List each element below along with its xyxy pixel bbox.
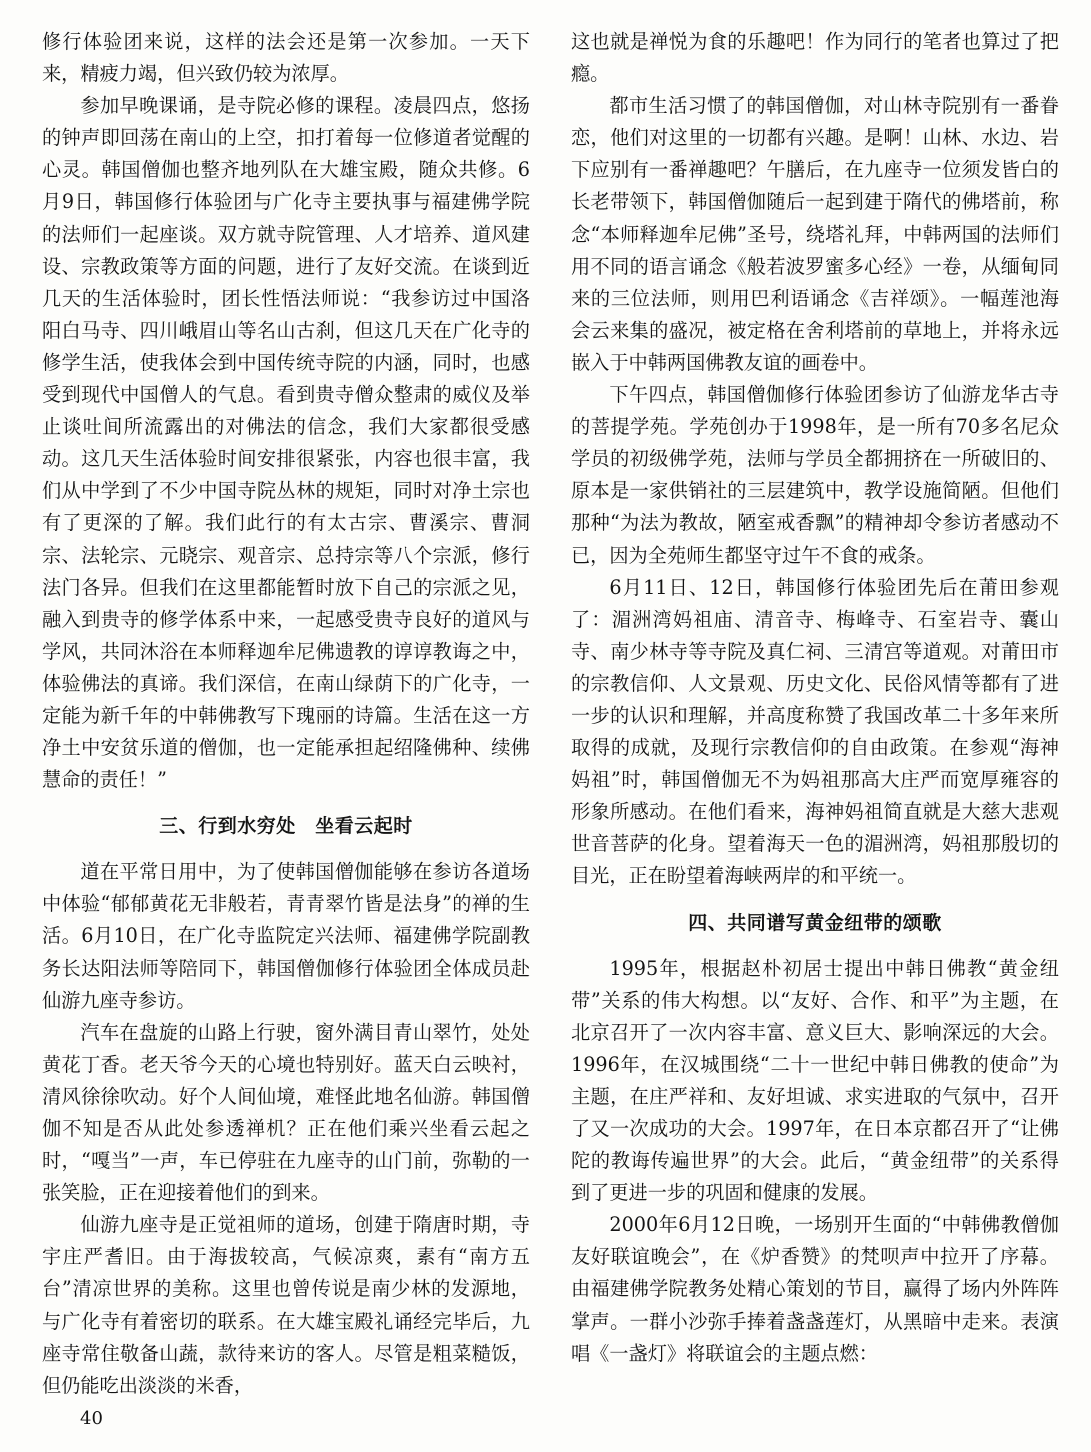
section-heading-4: 四、共同谱写黄金纽带的颂歌 [688, 911, 942, 934]
paragraph-continued: 修行体验团来说，这样的法会还是第一次参加。一天下来，精疲力竭，但兴致仍较为浓厚。 [42, 30, 530, 86]
paragraph-continued: 这也就是禅悦为食的乐趣吧！作为同行的笔者也算过了把瘾。 [571, 30, 1059, 86]
paragraph-jiuzuo-visit: 道在平常日用中，为了使韩国僧伽能够在参访各道场中体验“郁郁黄花无非般若，青青翠竹皆是法身”的禅的生活。6月10日，在广化寺监院定兴法师、福建佛学院副教务长达阳法师等陪同下，韩国僧伽修行体验团全体成员赴仙游九座寺参访。 [42, 860, 530, 1012]
left-column [42, 26, 530, 1402]
right-column [571, 26, 1059, 1370]
paragraph-bodhi-academy: 下午四点，韩国僧伽修行体验团参访了仙游龙华古寺的菩提学苑。学苑创办于1998年，是一所有70多名尼众学员的初级佛学苑，法师与学员全都拥挤在一所破旧的、原本是一家供销社的三层建筑中，教学设施简陋。但他们那种“为法为教故，陋室戒香飘”的精神却令参访者感动不已，因为全苑师生都坚守过午不食的戒条。 [571, 383, 1059, 567]
paragraph-mountain-road: 汽车在盘旋的山路上行驶，窗外满目青山翠竹，处处黄花丁香。老天爷今天的心境也特别好。蓝天白云映衬，清风徐徐吹动。好个人间仙境，难怪此地名仙游。韩国僧伽不知是否从此处参透禅机？正在他们乘兴坐看云起之时，“嘎当”一声，车已停驻在九座寺的山门前，弥勒的一张笑脸，正在迎接着他们的到来。 [42, 1020, 530, 1205]
paragraph-morning-recitation: 参加早晚课诵，是寺院必修的课程。凌晨四点，悠扬的钟声即回荡在南山的上空，扣打着每一位修道者觉醒的心灵。韩国僧伽也整齐地列队在大雄宝殿，随众共修。6月9日，韩国修行体验团与广化寺主要执事与福建佛学院的法师们一起座谈。双方就寺院管理、人才培养、道风建设、宗教政策等方面的问题，进行了友好交流。在谈到近几天的生活体验时，团长性悟法师说：“我参访过中国洛阳白马寺、四川峨眉山等名山古刹，但这几天在广化寺的修学生活，使我体会到中国传统寺院的内涵，同时，也感受到现代中国僧人的气息。看到贵寺僧众整肃的威仪及举止谈吐间所流露出的对佛法的信念，我们大家都很受感动。这几天生活体验时间安排很紧张，内容也很丰富，我们从中学到了不少中国寺院丛林的规矩，同时对净土宗也有了更深的了解。我们此行的有太古宗、曹溪宗、曹洞宗、法轮宗、元晓宗、观音宗、总持宗等八个宗派，修行法门各异。但我们在这里都能暂时放下自己的宗派之见，融入到贵寺的修学体系中来，一起感受贵寺良好的道风与学风，共同沐浴在本师释迦牟尼佛遗教的谆谆教诲之中，体验佛法的真谛。我们深信，在南山绿荫下的广化寺，一定能为新千年的中韩佛教写下瑰丽的诗篇。生活在这一方净土中安贫乐道的僧伽，也一定能承担起绍隆佛种、续佛慧命的责任！” [42, 94, 530, 792]
paragraph-friendship-evening: 2000年6月12日晚，一场别开生面的“中韩佛教僧伽友好联谊晚会”，在《炉香赞》的梵呗声中拉开了序幕。由福建佛学院教务处精心策划的节目，赢得了场内外阵阵掌声。一群小沙弥手捧着盏盏莲灯，从黑暗中走来。表演唱《一盏灯》将联谊会的主题点燃： [571, 1213, 1059, 1365]
paragraph-putian-visit: 6月11日、12日，韩国修行体验团先后在莆田参观了：湄洲湾妈祖庙、清音寺、梅峰寺、石室岩寺、囊山寺、南少林寺等寺院及真仁祠、三清宫等道观。对莆田市的宗教信仰、人文景观、历史文化、民俗风情等都有了进一步的认识和理解，并高度称赞了我国改革二十多年来所取得的成就，及现行宗教信仰的自由政策。在参观“海神妈祖”时，韩国僧伽无不为妈祖那高大庄严而宽厚雍容的形象所感动。在他们看来，海神妈祖简直就是大慈大悲观世音菩萨的化身。望着海天一色的湄洲湾，妈祖那殷切的目光，正在盼望着海峡两岸的和平统一。 [571, 575, 1059, 888]
section-heading-3: 三、行到水穷处 坐看云起时 [159, 815, 413, 838]
paragraph-pagoda: 都市生活习惯了的韩国僧伽，对山林寺院别有一番眷恋，他们对这里的一切都有兴趣。是啊！山林、水边、岩下应别有一番禅趣吧？午膳后，在九座寺一位须发皆白的长老带领下，韩国僧伽随后一起到建于隋代的佛塔前，称念“本师释迦牟尼佛”圣号，绕塔礼拜，中韩两国的法师们用不同的语言诵念《般若波罗蜜多心经》一卷，从缅甸同来的三位法师，则用巴利语诵念《吉祥颂》。一幅莲池海会云来集的盛况，被定格在舍利塔前的草地上，并将永远嵌入于中韩两国佛教友谊的画卷中。 [571, 94, 1059, 374]
paragraph-jiuzuo-temple: 仙游九座寺是正觉祖师的道场，创建于隋唐时期，寺宇庄严耆旧。由于海拔较高，气候凉爽，素有“南方五台”清凉世界的美称。这里也曾传说是南少林的发源地，与广化寺有着密切的联系。在大雄宝殿礼诵经完毕后，九座寺常住敬备山蔬，款待来访的客人。尽管是粗菜糙饭，但仍能吃出淡淡的米香， [42, 1213, 530, 1397]
paragraph-golden-bond: 1995年，根据赵朴初居士提出中韩日佛教“黄金纽带”关系的伟大构想。以“友好、合作、和平”为主题，在北京召开了一次内容丰富、意义巨大、影响深远的大会。1996年，在汉城围绕“二十一世纪中韩日佛教的使命”为主题，在庄严祥和、友好坦诚、求实进取的气氛中，召开了又一次成功的大会。1997年，在日本京都召开了“让佛陀的教诲传遍世界”的大会。此后，“黄金纽带”的关系得到了更进一步的巩固和健康的发展。 [571, 956, 1059, 1205]
page-number: 40 [80, 1408, 103, 1429]
